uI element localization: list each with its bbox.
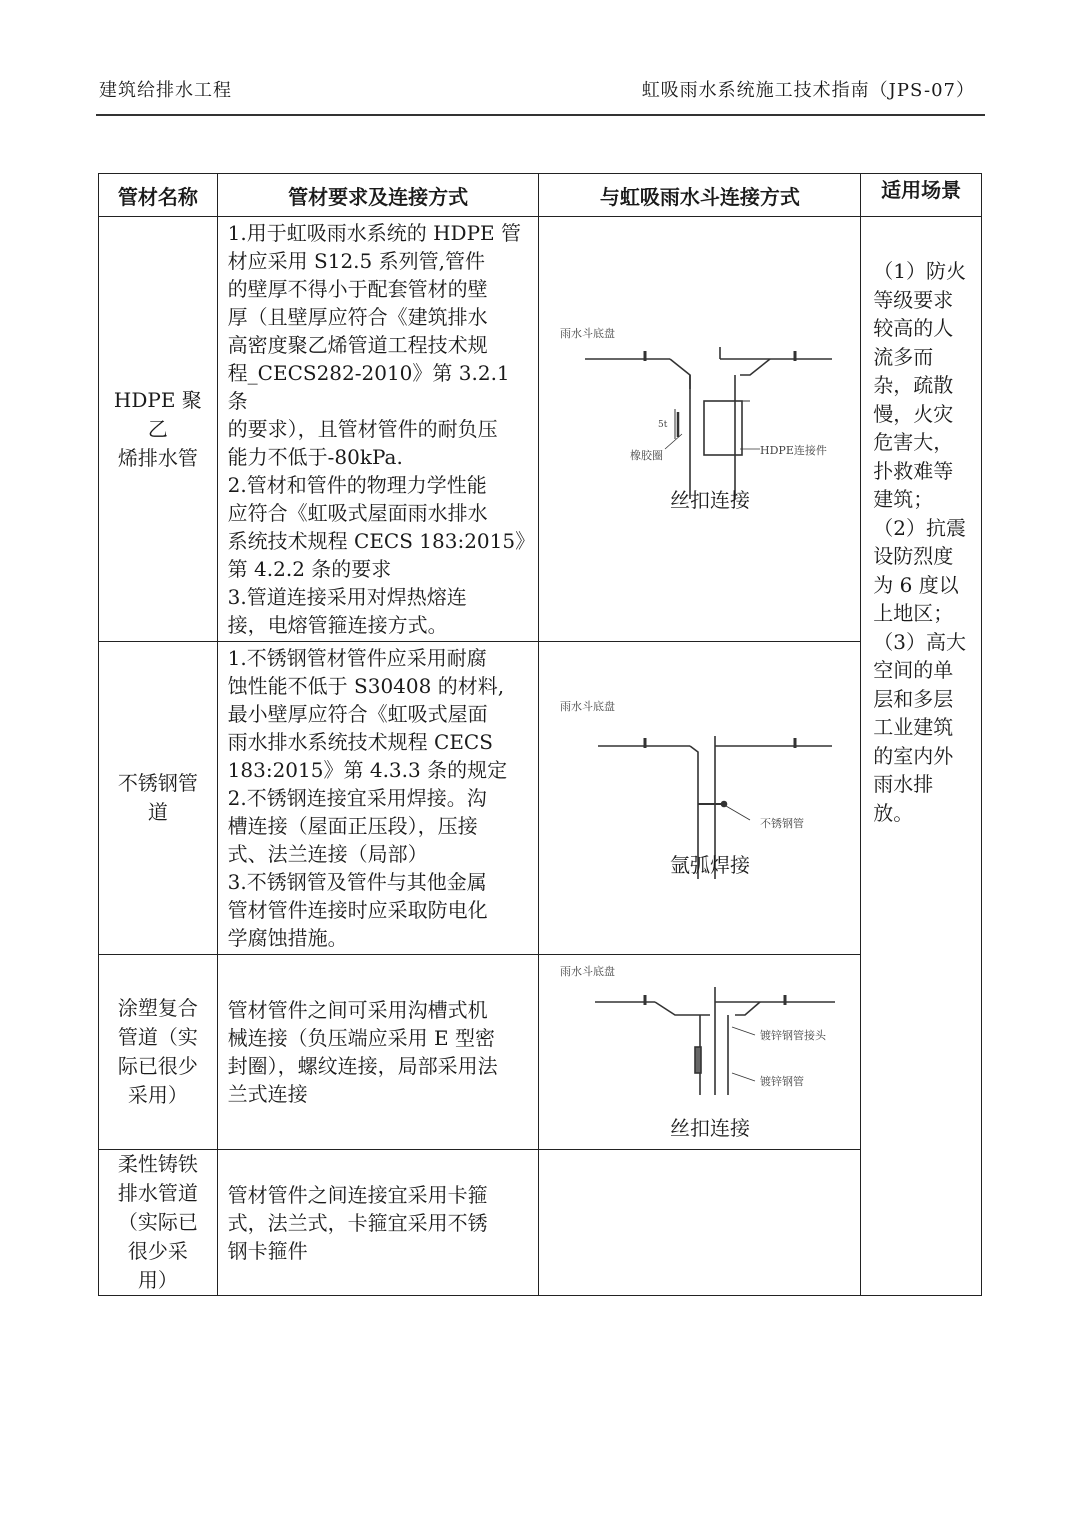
requirement-line: 接，电熔管箍连接方式。 <box>227 613 448 637</box>
diagram-label: 镀锌钢管 <box>759 1075 804 1088</box>
material-name-line: 很少采 <box>127 1239 188 1263</box>
requirement-line: 1.不锈钢管材管件应采用耐腐 <box>227 646 487 670</box>
requirement-line: 厚（且壁厚应符合《建筑排水 <box>227 305 488 329</box>
scene-line: 危害大， <box>873 430 954 454</box>
coated-connection-diagram <box>550 957 850 1147</box>
pipe-material-table <box>98 173 982 1296</box>
diagram-label: 雨水斗底盘 <box>559 327 615 340</box>
scene-line: 空间的单 <box>873 658 954 682</box>
scene-line: 建筑； <box>873 487 934 511</box>
scene-line: 的室内外 <box>873 743 954 768</box>
scene-line: 放。 <box>873 800 914 825</box>
requirements-cell <box>217 955 539 1150</box>
requirements-cell <box>217 1150 539 1296</box>
column-header-scene: 适用场景 <box>861 174 982 217</box>
diagram-label: HDPE连接件 <box>759 444 827 457</box>
header-rule <box>96 114 985 116</box>
diagram-label: 橡胶圈 <box>629 449 663 462</box>
material-name-line: （实际已 <box>117 1210 198 1234</box>
requirement-line: 应符合《虹吸式屋面雨水排水 <box>227 501 488 525</box>
requirement-line: 雨水排水系统技术规程 CECS <box>227 730 493 754</box>
requirement-line: 高密度聚乙烯管道工程技术规 <box>227 333 488 357</box>
connection-diagram-cell-empty <box>539 1150 861 1296</box>
scene-line: 为 6 度以 <box>873 572 959 597</box>
scene-line: 工业建筑 <box>873 715 954 739</box>
diagram-caption: 氩弧焊接 <box>669 853 750 877</box>
diagram-label: 不锈钢管 <box>759 817 804 830</box>
requirement-line: 最小壁厚应符合《虹吸式屋面 <box>227 702 488 726</box>
material-name-line: 际已很少 <box>117 1054 198 1078</box>
column-header-name: 管材名称 <box>99 174 218 217</box>
material-name-line: 柔性铸铁 <box>117 1152 198 1176</box>
scene-line: 设防烈度 <box>873 544 954 568</box>
connection-diagram-cell <box>539 955 861 1150</box>
material-name-cell <box>99 217 218 642</box>
requirement-line: 式、法兰连接（局部） <box>227 842 428 866</box>
header-right-title: 虹吸雨水系统施工技术指南（JPS-07） <box>641 80 975 101</box>
requirement-line: 式，法兰式，卡箍宜采用不锈 <box>227 1210 488 1235</box>
table-row <box>99 217 982 642</box>
requirement-line: 钢卡箍件 <box>227 1238 308 1263</box>
table-row <box>99 955 982 1150</box>
material-name-line: 采用） <box>127 1083 188 1107</box>
diagram-label: 5t <box>657 420 668 430</box>
material-name-line: HDPE 聚乙 <box>113 387 202 441</box>
material-name-cell <box>99 955 218 1150</box>
diagram-label: 镀锌钢管接头 <box>759 1029 826 1042</box>
scene-line: 层和多层 <box>873 686 954 711</box>
scene-line: （3）高大 <box>873 629 967 654</box>
requirement-line: 2.管材和管件的物理力学性能 <box>227 473 487 497</box>
requirements-cell <box>217 217 539 642</box>
requirement-line: 学腐蚀措施。 <box>227 926 348 950</box>
material-name-line: 用） <box>137 1268 178 1292</box>
scene-line: （1）防火 <box>873 259 967 283</box>
requirement-line: 兰式连接 <box>227 1082 308 1106</box>
material-name-line: 管道（实 <box>117 1025 198 1049</box>
diagram-label: 雨水斗底盘 <box>559 700 615 713</box>
diagram-label: 雨水斗底盘 <box>559 965 615 978</box>
requirement-line: 程_CECS282-2010》第 3.2.1 条 <box>227 361 510 413</box>
material-name-line: 涂塑复合 <box>117 996 198 1020</box>
material-name-cell <box>99 642 218 955</box>
application-scene-cell <box>861 217 982 1296</box>
connection-diagram-cell <box>539 642 861 955</box>
scene-line: 扑救难等 <box>873 458 954 483</box>
requirement-line: 1.用于虹吸雨水系统的 HDPE 管 <box>227 221 522 245</box>
scene-line: 较高的人 <box>873 316 954 340</box>
diagram-caption: 丝扣连接 <box>669 1116 750 1140</box>
material-name-line: 不锈钢管 <box>117 771 198 795</box>
table-row <box>99 1150 982 1296</box>
scene-line: 杂，疏散 <box>873 373 954 397</box>
requirement-line: 管材管件之间连接宜采用卡箍 <box>227 1182 488 1207</box>
material-name-line: 排水管道 <box>117 1181 198 1205</box>
material-name-cell <box>99 1150 218 1296</box>
requirement-line: 第 4.2.2 条的要求 <box>227 557 392 581</box>
table-row <box>99 642 982 955</box>
requirement-line: 183:2015》第 4.3.3 条的规定 <box>227 758 508 782</box>
scene-line: 等级要求 <box>873 287 954 312</box>
table-header-row <box>99 174 982 217</box>
scene-line: 流多而 <box>873 344 934 369</box>
requirement-line: 械连接（负压端应采用 E 型密 <box>227 1026 495 1050</box>
requirement-line: 3.管道连接采用对焊热熔连 <box>227 585 467 609</box>
requirement-line: 的壁厚不得小于配套管材的壁 <box>227 277 488 301</box>
material-name-line: 烯排水管 <box>117 445 198 470</box>
requirement-line: 2.不锈钢连接宜采用焊接。沟 <box>227 786 487 810</box>
requirement-line: 管材管件之间可采用沟槽式机 <box>227 998 488 1022</box>
scene-line: 上地区； <box>873 601 954 625</box>
scene-line: 雨水排 <box>873 772 934 796</box>
requirement-line: 能力不低于-80kPa. <box>227 445 403 469</box>
requirement-line: 材应采用 S12.5 系列管,管件 <box>227 249 485 273</box>
header-left-title: 建筑给排水工程 <box>99 80 232 101</box>
scene-line: 慢，火灾 <box>873 401 954 426</box>
requirement-line: 蚀性能不低于 S30408 的材料, <box>227 674 505 698</box>
requirement-line: 系统技术规程 CECS 183:2015》 <box>227 529 536 553</box>
diagram-caption: 丝扣连接 <box>669 488 750 512</box>
requirements-cell <box>217 642 539 955</box>
column-header-requirements: 管材要求及连接方式 <box>217 174 539 217</box>
material-name-line: 道 <box>147 800 168 824</box>
requirement-line: 的要求），且管材管件的耐负压 <box>227 417 498 441</box>
connection-diagram-cell <box>539 217 861 642</box>
column-header-connection: 与虹吸雨水斗连接方式 <box>539 174 861 217</box>
requirement-line: 3.不锈钢管及管件与其他金属 <box>227 870 487 894</box>
hdpe-connection-diagram <box>550 309 850 589</box>
requirement-line: 槽连接（屋面正压段），压接 <box>227 814 478 838</box>
stainless-connection-diagram <box>550 694 850 944</box>
scene-line: （2）抗震 <box>873 515 967 540</box>
requirement-line: 管材管件连接时应采取防电化 <box>227 898 488 922</box>
requirement-line: 封圈），螺纹连接，局部采用法 <box>227 1054 498 1078</box>
